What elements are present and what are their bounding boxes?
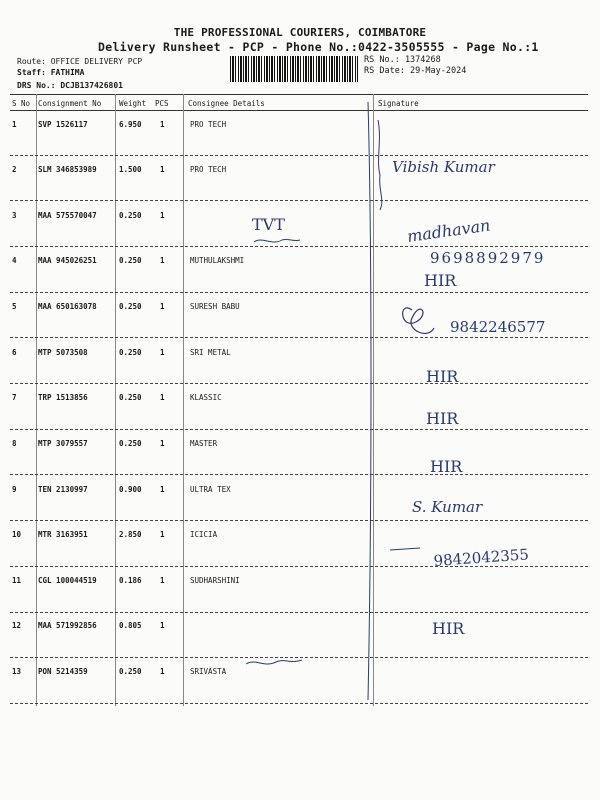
table-row xyxy=(0,667,600,687)
row-weight: 0.250 xyxy=(119,302,142,311)
table-row xyxy=(0,165,600,185)
col-sno: S No xyxy=(12,99,31,108)
row-consignee: SRIVASTA xyxy=(190,667,227,676)
row-sno: 1 xyxy=(12,120,17,129)
handwritten-signature: S. Kumar xyxy=(412,498,483,516)
table-row xyxy=(0,485,600,505)
staff-label: Staff: FATHIMA xyxy=(17,68,85,77)
row-sno: 9 xyxy=(12,485,17,494)
handwritten-mark: HIR xyxy=(426,367,459,386)
table-top-rule xyxy=(10,94,588,95)
row-divider xyxy=(10,337,588,338)
row-consignee: SRI METAL xyxy=(190,348,231,357)
row-consignment: MTP 5073508 xyxy=(38,348,88,357)
table-row xyxy=(0,393,600,413)
row-weight: 0.250 xyxy=(119,667,142,676)
row-sno: 2 xyxy=(12,165,17,174)
row-pcs: 1 xyxy=(160,211,165,220)
handwritten-mark: HIR xyxy=(426,409,459,428)
pen-stroke xyxy=(254,239,300,242)
row-divider xyxy=(10,612,588,613)
row-pcs: 1 xyxy=(160,348,165,357)
handwritten-mark: HIR xyxy=(430,457,463,476)
row-consignment: MAA 945026251 xyxy=(38,256,97,265)
col-pcs: PCS xyxy=(155,99,169,108)
row-consignee: ICICIA xyxy=(190,530,218,539)
row-consignment: SLM 346853989 xyxy=(38,165,97,174)
col-consignee: Consignee Details xyxy=(188,99,265,108)
row-pcs: 1 xyxy=(160,667,165,676)
rs-number: RS No.: 1374268 xyxy=(364,55,441,65)
row-sno: 6 xyxy=(12,348,17,357)
row-consignee: PRO TECH xyxy=(190,120,227,129)
row-weight: 0.250 xyxy=(119,348,142,357)
row-sno: 7 xyxy=(12,393,17,402)
row-divider xyxy=(10,383,588,384)
row-pcs: 1 xyxy=(160,256,165,265)
row-pcs: 1 xyxy=(160,302,165,311)
row-pcs: 1 xyxy=(160,576,165,585)
handwritten-name: Vibish Kumar xyxy=(392,158,495,176)
row-consignment: MAA 571992856 xyxy=(38,621,97,630)
handwritten-mark: HIR xyxy=(424,271,457,290)
col-signature: Signature xyxy=(378,99,419,108)
row-consignment: SVP 1526117 xyxy=(38,120,88,129)
row-sno: 12 xyxy=(12,621,22,630)
table-row xyxy=(0,348,600,368)
row-pcs: 1 xyxy=(160,530,165,539)
row-consignment: MTR 3163951 xyxy=(38,530,88,539)
row-divider xyxy=(10,155,588,156)
row-weight: 6.950 xyxy=(119,120,142,129)
table-row xyxy=(0,256,600,276)
row-consignee: MASTER xyxy=(190,439,218,448)
row-consignment: TRP 1513856 xyxy=(38,393,88,402)
route-label: Route: OFFICE DELIVERY PCP xyxy=(17,57,143,66)
row-weight: 0.250 xyxy=(119,211,142,220)
row-consignment: MAA 575570047 xyxy=(38,211,97,220)
row-consignment: PON 5214359 xyxy=(38,667,88,676)
row-divider xyxy=(10,200,588,201)
handwritten-phone: 9842042355 xyxy=(433,545,530,570)
company-title: THE PROFESSIONAL COURIERS, COIMBATORE xyxy=(173,26,427,39)
row-divider xyxy=(10,292,588,293)
row-consignee: SUDHARSHINI xyxy=(190,576,240,585)
row-weight: 0.250 xyxy=(119,393,142,402)
table-row xyxy=(0,120,600,140)
row-sno: 8 xyxy=(12,439,17,448)
row-divider xyxy=(10,429,588,430)
handwritten-mark: HIR xyxy=(432,619,465,638)
table-row xyxy=(0,439,600,459)
table-row xyxy=(0,621,600,641)
row-weight: 0.805 xyxy=(119,621,142,630)
row-consignment: CGL 100044519 xyxy=(38,576,97,585)
row-pcs: 1 xyxy=(160,621,165,630)
handwritten-phone: 9842246577 xyxy=(450,318,546,336)
row-consignment: TEN 2130997 xyxy=(38,485,88,494)
row-weight: 0.900 xyxy=(119,485,142,494)
row-consignee: ULTRA TEX xyxy=(190,485,231,494)
barcode xyxy=(230,56,358,82)
row-consignee: MUTHULAKSHMI xyxy=(190,256,245,265)
row-weight: 0.186 xyxy=(119,576,142,585)
row-consignment: MTP 3079557 xyxy=(38,439,88,448)
table-row xyxy=(0,211,600,231)
row-divider xyxy=(10,657,588,658)
row-divider xyxy=(10,474,588,475)
rs-date: RS Date: 29-May-2024 xyxy=(364,66,467,76)
drs-number: DRS No.: DCJB137426801 xyxy=(17,81,123,90)
row-pcs: 1 xyxy=(160,439,165,448)
row-divider xyxy=(10,566,588,567)
runsheet-subtitle: Delivery Runsheet - PCP - Phone No.:0422-3505555 - Page No.:1 xyxy=(98,40,539,54)
row-consignee: KLASSIC xyxy=(190,393,222,402)
row-weight: 1.500 xyxy=(119,165,142,174)
row-consignee: SURESH BABU xyxy=(190,302,240,311)
row-divider xyxy=(10,520,588,521)
row-weight: 2.850 xyxy=(119,530,142,539)
row-pcs: 1 xyxy=(160,485,165,494)
row-sno: 13 xyxy=(12,667,22,676)
row-pcs: 1 xyxy=(160,393,165,402)
header-rule xyxy=(10,110,588,111)
row-consignee: PRO TECH xyxy=(190,165,227,174)
table-row xyxy=(0,576,600,596)
row-weight: 0.250 xyxy=(119,256,142,265)
pen-stroke xyxy=(246,660,302,664)
col-weight: Weight xyxy=(119,99,147,108)
col-consignment: Consignment No xyxy=(38,99,102,108)
row-sno: 5 xyxy=(12,302,17,311)
row-divider xyxy=(10,703,588,704)
row-sno: 10 xyxy=(12,530,22,539)
row-pcs: 1 xyxy=(160,165,165,174)
handwritten-consignee: TVT xyxy=(252,215,285,234)
handwritten-name: madhavan xyxy=(405,215,492,246)
row-consignment: MAA 650163078 xyxy=(38,302,97,311)
row-weight: 0.250 xyxy=(119,439,142,448)
row-divider xyxy=(10,246,588,247)
row-sno: 3 xyxy=(12,211,17,220)
table-row xyxy=(0,302,600,322)
row-pcs: 1 xyxy=(160,120,165,129)
table-row xyxy=(0,530,600,550)
handwritten-phone: 9698892979 xyxy=(430,249,546,267)
row-sno: 4 xyxy=(12,256,17,265)
row-sno: 11 xyxy=(12,576,22,585)
